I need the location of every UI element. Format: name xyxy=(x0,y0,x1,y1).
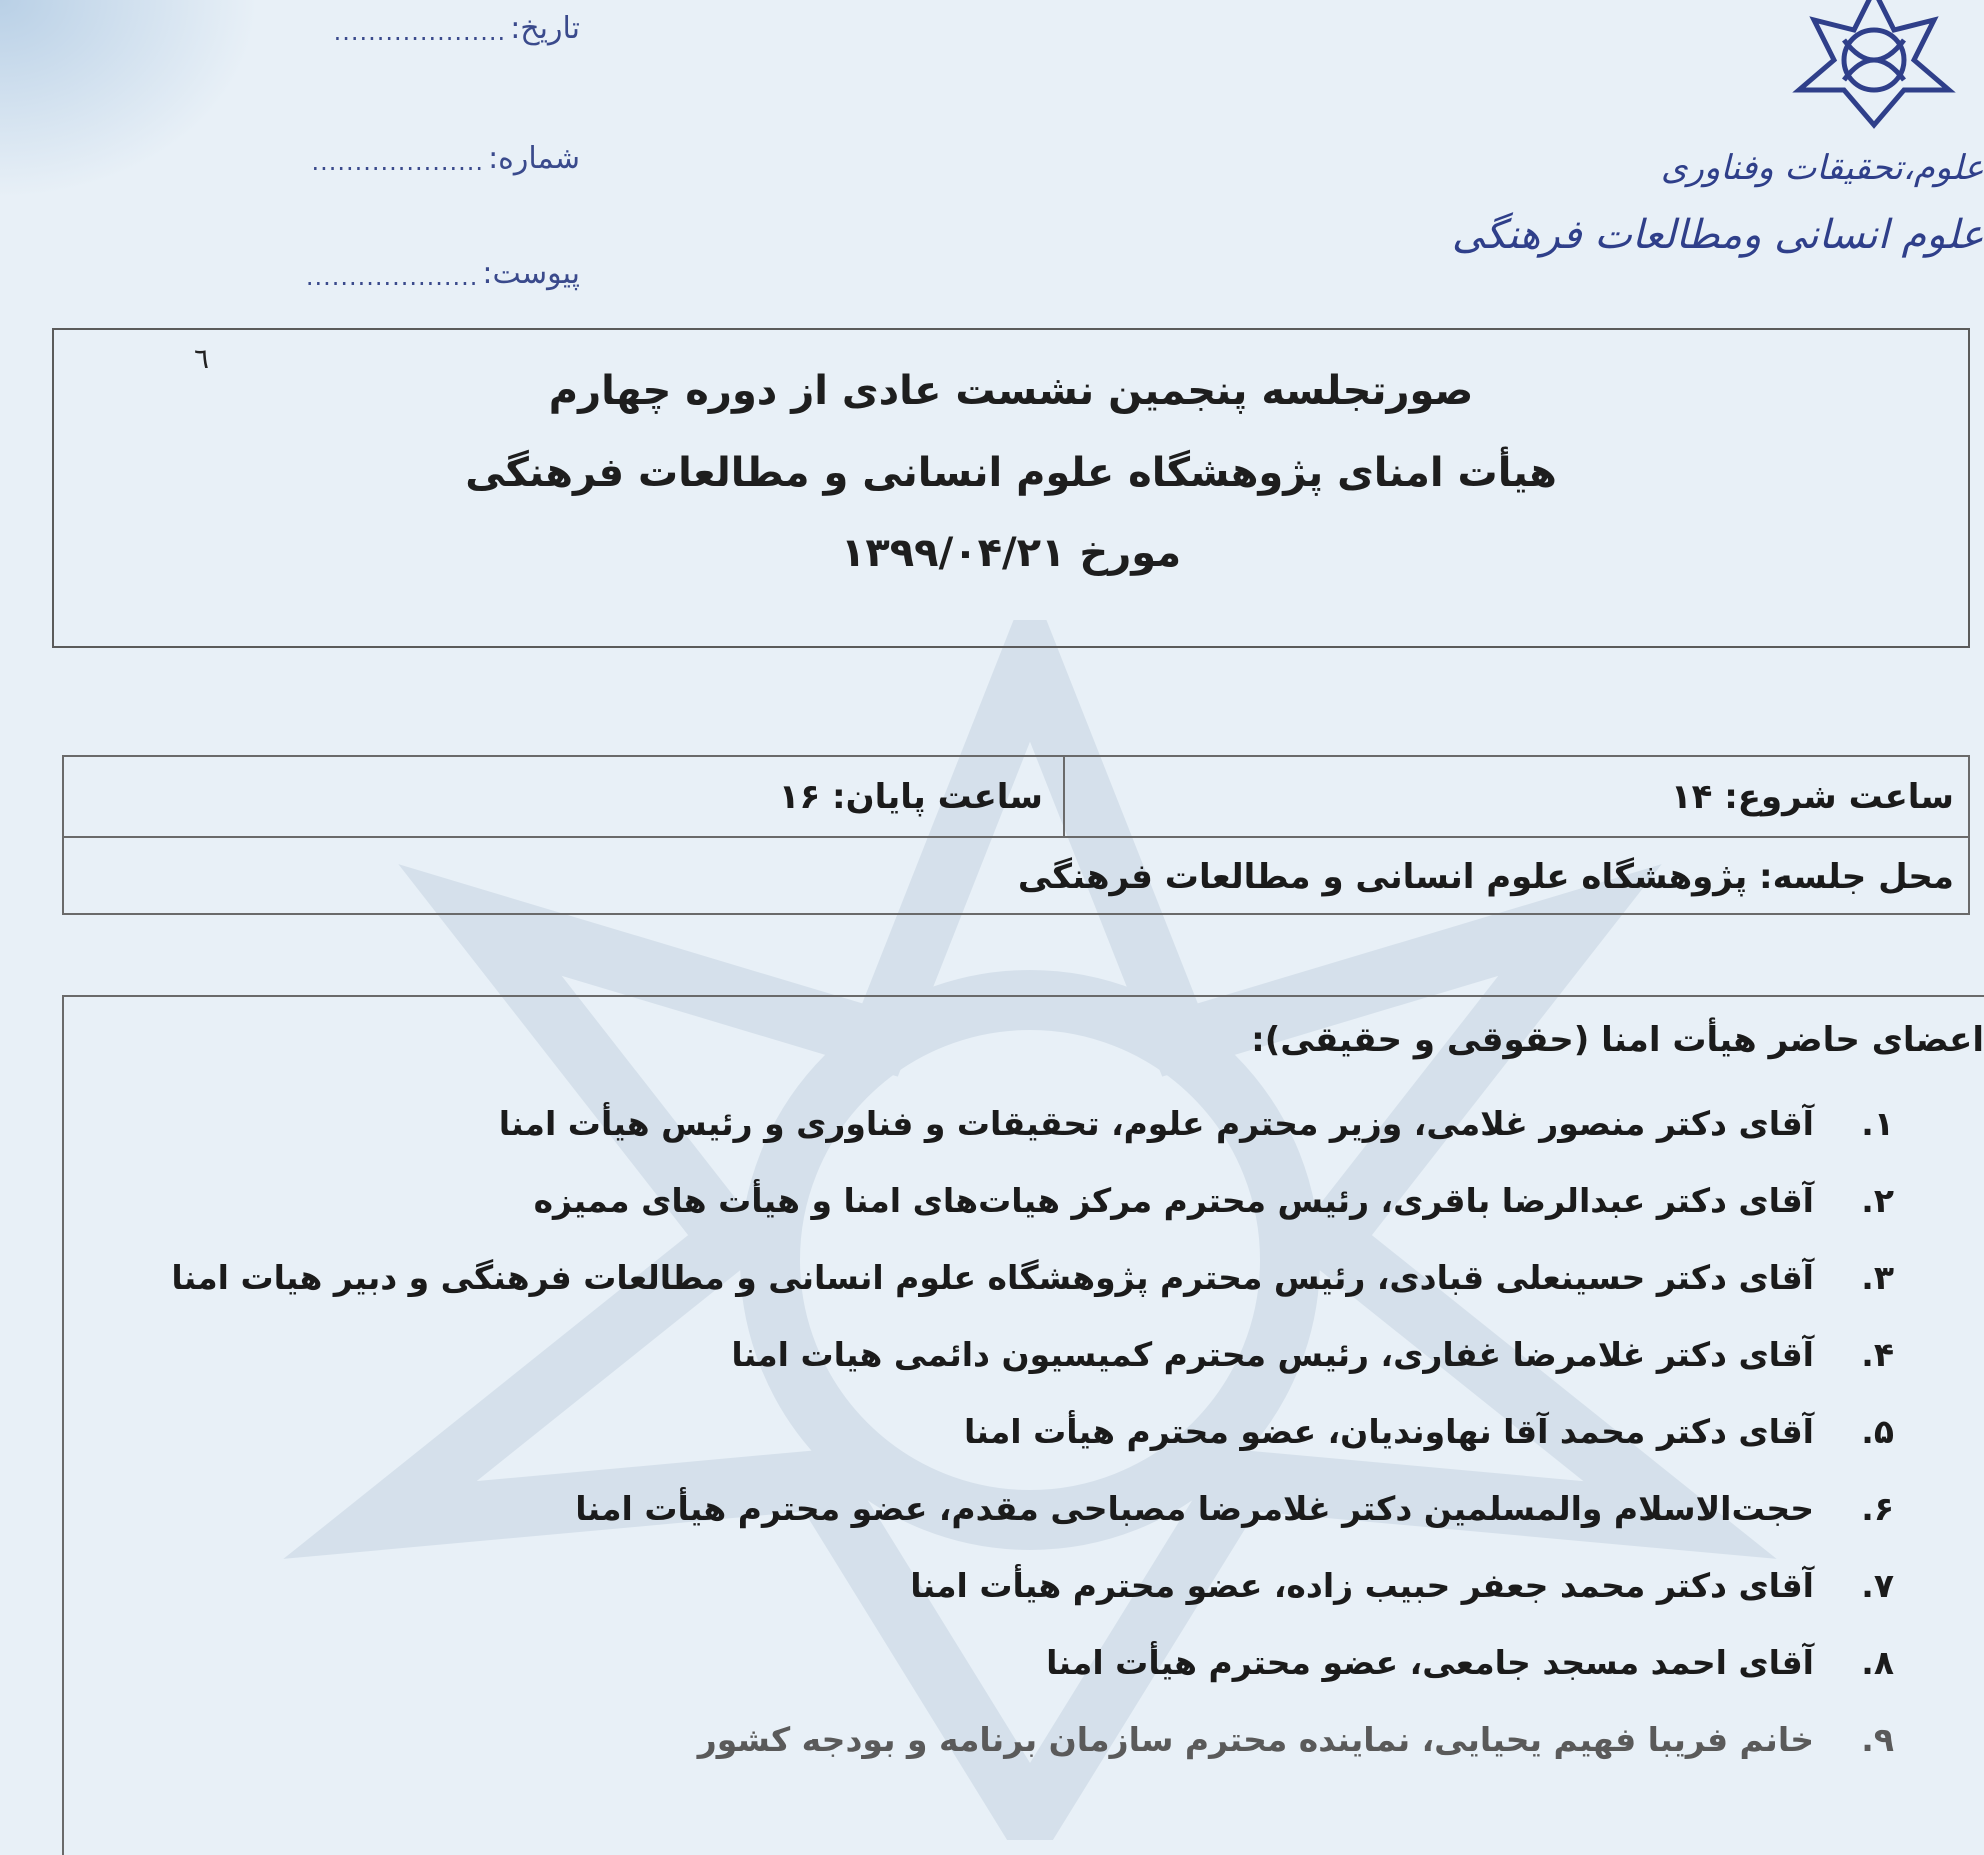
title-line-1: صورتجلسه پنجمین نشست عادی از دوره چهارم xyxy=(548,368,1474,414)
list-item xyxy=(34,1092,1984,1169)
title-line-2: هیأت امنای پژوهشگاه علوم انسانی و مطالعات فرهنگی xyxy=(465,450,1557,496)
number-label: شماره: xyxy=(488,141,580,176)
title-date: مورخ ۱۳۹۹/۰۴/۲۱ xyxy=(840,530,1182,576)
item-text: آقای دکتر غلامرضا غفاری، رئیس محترم کمیسیون دائمی هیات امنا xyxy=(731,1335,1814,1374)
attachment-label: پیوست: xyxy=(482,256,580,291)
item-number: ۹. xyxy=(1861,1720,1894,1759)
end-time-cell xyxy=(64,757,1065,836)
number-dots: .................... xyxy=(311,148,485,176)
institute-logo xyxy=(1451,0,1984,300)
time-row xyxy=(64,757,1968,838)
location-row xyxy=(64,837,1968,916)
date-label: تاریخ: xyxy=(510,11,580,46)
end-time: ساعت پایان: ۱۶ xyxy=(778,777,1043,817)
item-text: آقای دکتر منصور غلامی، وزیر محترم علوم، تحقیقات و فناوری و رئیس هیأت امنا xyxy=(498,1104,1814,1143)
item-number: ۱. xyxy=(1861,1104,1894,1143)
item-text: آقای دکتر محمد جعفر حبیب زاده، عضو محترم هیأت امنا xyxy=(910,1566,1814,1605)
list-item xyxy=(34,1631,1984,1708)
item-text: آقای احمد مسجد جامعی، عضو محترم هیأت امنا xyxy=(1046,1643,1814,1682)
attendees-heading: اعضای حاضر هیأت امنا (حقوقی و حقیقی): xyxy=(1251,1020,1984,1060)
item-text: آقای دکتر عبدالرضا باقری، رئیس محترم مرکز هیات‌های امنا و هیأت های ممیزه xyxy=(533,1181,1814,1220)
start-time: ساعت شروع: ۱۴ xyxy=(1670,777,1954,817)
title-box xyxy=(52,328,1970,648)
list-item xyxy=(34,1400,1984,1477)
item-number: ۴. xyxy=(1861,1335,1894,1374)
date-dots: .................... xyxy=(333,18,507,46)
attendee-list xyxy=(34,1092,1984,1785)
list-item xyxy=(34,1169,1984,1246)
number-field xyxy=(190,130,580,176)
logo-text-line-1: علوم،تحقیقات وفناوری xyxy=(1660,148,1984,188)
item-text: آقای دکتر محمد آقا نهاوندیان، عضو محترم هیأت امنا xyxy=(964,1412,1814,1451)
logo-text-line-2: علوم انسانی ومطالعات فرهنگی xyxy=(1451,212,1984,258)
list-item xyxy=(34,1323,1984,1400)
list-item xyxy=(34,1477,1984,1554)
start-time-cell xyxy=(1063,757,1968,836)
attachment-dots: .................... xyxy=(305,263,479,291)
star-logo-icon xyxy=(1784,0,1964,130)
meeting-info-table xyxy=(62,755,1970,915)
list-item xyxy=(34,1554,1984,1631)
item-text: حجت‌الاسلام والمسلمین دکتر غلامرضا مصباحی مقدم، عضو محترم هیأت امنا xyxy=(575,1489,1814,1528)
item-number: ۶. xyxy=(1861,1489,1894,1528)
item-number: ۲. xyxy=(1861,1181,1894,1220)
item-number: ۷. xyxy=(1861,1566,1894,1605)
attachment-field xyxy=(190,245,580,291)
list-item xyxy=(34,1246,1984,1323)
meeting-location: محل جلسه: پژوهشگاه علوم انسانی و مطالعات فرهنگی xyxy=(1017,857,1954,897)
item-text: آقای دکتر حسینعلی قبادی، رئیس محترم پژوهشگاه علوم انسانی و مطالعات فرهنگی و دبیر هیات امنا xyxy=(171,1258,1814,1297)
list-item xyxy=(34,1708,1984,1785)
date-field xyxy=(190,0,580,46)
item-text: خانم فریبا فهیم یحیایی، نماینده محترم سازمان برنامه و بودجه کشور xyxy=(697,1720,1814,1759)
item-number: ۵. xyxy=(1861,1412,1894,1451)
page-number: ٦ xyxy=(194,342,210,375)
item-number: ۸. xyxy=(1861,1643,1894,1682)
item-number: ۳. xyxy=(1861,1258,1894,1297)
